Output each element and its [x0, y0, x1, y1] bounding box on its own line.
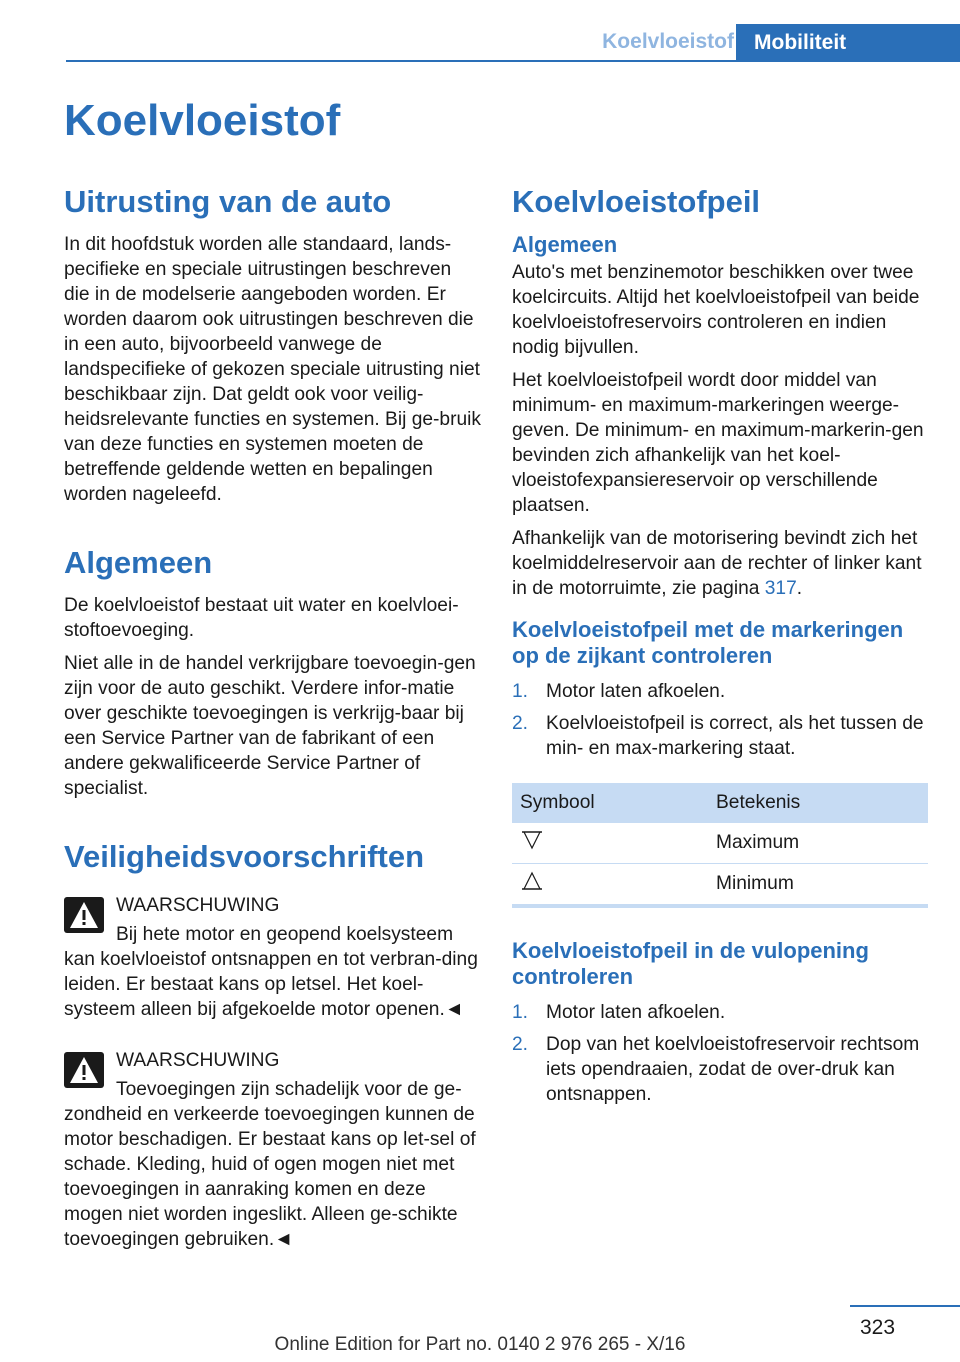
- chapter-tab-label: Mobiliteit: [754, 31, 847, 54]
- section-tab[interactable]: Koelvloeistof: [602, 30, 734, 53]
- step-number: 1.: [512, 1002, 529, 1023]
- side-check-heading: Koelvloeistofpeil met de markeringen op de zijkant controleren: [512, 617, 904, 668]
- step-number: 1.: [512, 681, 529, 702]
- step-number: 2.: [512, 1034, 529, 1055]
- min-mark-icon: [520, 870, 544, 892]
- list-item: [512, 1032, 930, 1107]
- page-number-rule: [850, 1305, 960, 1307]
- equipment-text: In dit hoofdstuk worden alle standaard, lands-pecifieke en speciale uitrustingen beschreven die in de modelserie aangeboden worden. Er worden daarom ook uitrustingen beschreven die in een auto, bijvoorbeeld vanwege de landspecifieke of gekozen speciale uitrusting niet beschikbaar zijn. Dat geldt ook voor veilig-heidsrelevante functies en systemen. Bij ge-bruik van deze functies en systemen moeten de betreffende geldende wetten en bepalingen worden nageleefd.: [64, 234, 482, 505]
- paragraph-text: .: [796, 578, 803, 599]
- level-paragraph-3: [512, 526, 930, 601]
- general-subheading: Algemeen: [512, 232, 618, 257]
- warning-block: [64, 893, 482, 1022]
- general-paragraph-2: Niet alle in de handel verkrijgbare toevoegin-gen zijn voor de auto geschikt. Verdere infor-matie over geschikte toevoegingen is verkrijg-baar bij een Service Partner van de fabrikant of een andere gekwalificeerde Service Partner of specialist.: [64, 653, 476, 799]
- general-paragraph-1: De koelvloeistof bestaat uit water en koelvloei-stoftoevoeging.: [64, 595, 459, 641]
- level-heading: Koelvloeistofpeil: [512, 184, 761, 219]
- table-row: [512, 864, 928, 907]
- warning-icon: [64, 897, 104, 933]
- level-paragraph-1: Auto's met benzinemotor beschikken over twee koelcircuits. Altijd het koelvloeistofpeil van beide koelvloeistofreservoirs controleren en indien nodig bijvullen.: [512, 262, 920, 358]
- step-text: Motor laten afkoelen.: [546, 1002, 726, 1023]
- list-item: [512, 1000, 930, 1025]
- list-item: [512, 679, 930, 704]
- general-heading: Algemeen: [64, 545, 213, 580]
- warning-block: [64, 1048, 482, 1252]
- left-column: [64, 178, 482, 1252]
- max-mark-icon: [520, 829, 544, 851]
- warning-text: Toevoegingen zijn schadelijk voor de ge-zondheid en verkeerde toevoegingen kunnen de motor beschadigen. Er bestaat kans op let-sel of schade. Kleding, huid of ogen mogen niet met toevoegingen in aanraking komen en deze mogen niet worden ingeslikt. Alleen ge-schikte toevoegingen gebruiken.◄: [64, 1079, 476, 1250]
- table-cell: Minimum: [708, 864, 928, 907]
- list-item: [512, 711, 930, 761]
- filler-check-heading: Koelvloeistofpeil in de vulopening controleren: [512, 938, 869, 989]
- table-row: [512, 823, 928, 864]
- step-text: Dop van het koelvloeistofreservoir rechtsom iets opendraaien, zodat de over-druk kan ontsnappen.: [546, 1034, 920, 1105]
- step-text: Koelvloeistofpeil is correct, als het tussen de min- en max-markering staat.: [546, 713, 924, 759]
- paragraph-text: Afhankelijk van de motorisering bevindt zich het koelmiddelreservoir aan de rechter of linker kant in de motorruimte, zie pagina: [512, 528, 922, 599]
- page-link[interactable]: 317: [764, 578, 797, 599]
- equipment-heading: Uitrusting van de auto: [64, 184, 392, 219]
- page-number: 323: [860, 1316, 896, 1339]
- table-header: Symbool: [512, 783, 708, 823]
- page-title: Koelvloeistof: [64, 96, 341, 145]
- table-cell: [512, 823, 708, 864]
- footer-edition: Online Edition for Part no. 0140 2 976 265 - X/16: [274, 1334, 686, 1355]
- chapter-tab[interactable]: [736, 24, 960, 62]
- symbol-table: [512, 783, 928, 908]
- level-paragraph-2: Het koelvloeistofpeil wordt door middel van minimum- en maximum-markeringen weerge-geven. De minimum- en maximum-markerin-gen bevinden zich afhankelijk van het koel-vloeistofexpansiereservoir op verschillende plaatsen.: [512, 370, 924, 516]
- warning-icon: [64, 1052, 104, 1088]
- table-header-row: [512, 783, 928, 823]
- table-cell: [512, 864, 708, 907]
- warning-label: WAARSCHUWING: [116, 895, 280, 916]
- table-cell: Maximum: [708, 823, 928, 864]
- step-text: Motor laten afkoelen.: [546, 681, 726, 702]
- warning-label: WAARSCHUWING: [116, 1050, 280, 1071]
- step-number: 2.: [512, 713, 529, 734]
- table-header: Betekenis: [708, 783, 928, 823]
- right-column: [512, 178, 930, 1114]
- filler-check-steps: [512, 1000, 930, 1107]
- safety-heading: Veiligheidsvoorschriften: [64, 839, 425, 874]
- side-check-steps: [512, 679, 930, 761]
- warning-text: Bij hete motor en geopend koelsysteem kan koelvloeistof ontsnappen en tot verbran-ding leiden. Er bestaat kans op letsel. Het koel-systeem alleen bij afgekoelde motor openen.◄: [64, 924, 478, 1020]
